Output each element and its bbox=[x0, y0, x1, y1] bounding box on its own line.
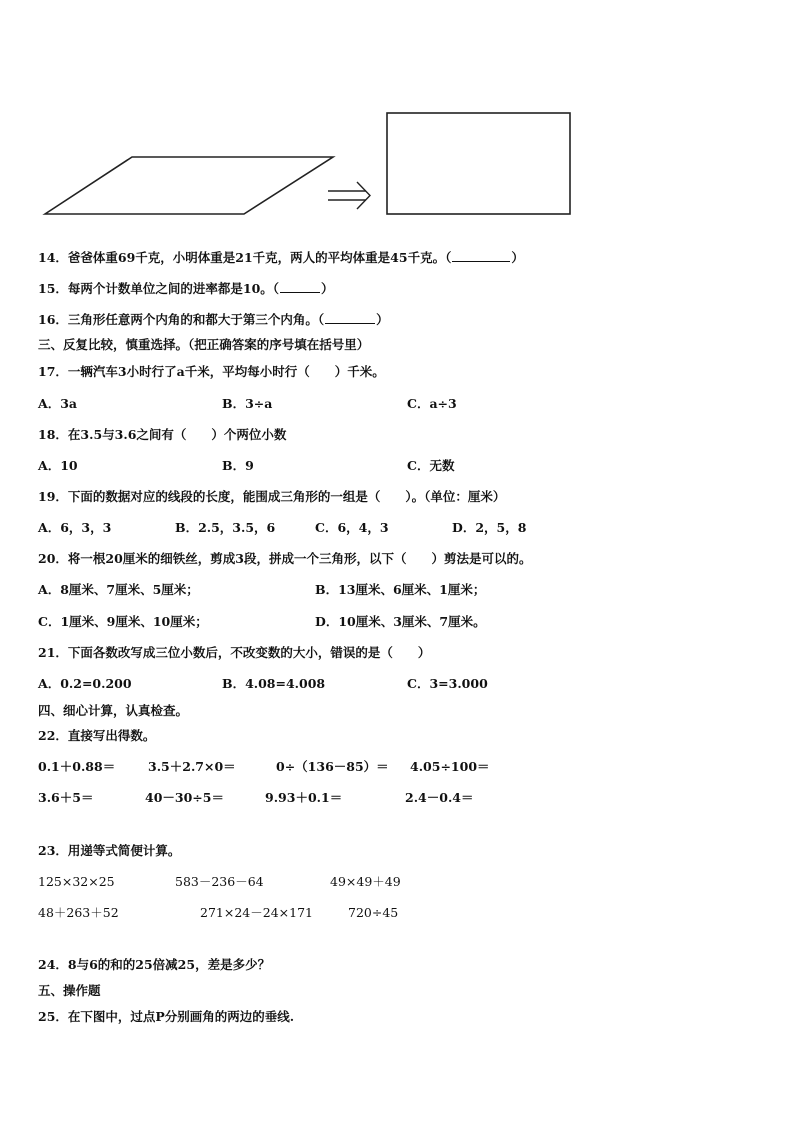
answer-blank[interactable] bbox=[452, 251, 510, 262]
option-a[interactable]: A．6，3，3 bbox=[38, 520, 112, 535]
question-22: 22．直接写出得数。 bbox=[38, 728, 156, 743]
option-c[interactable]: C．3=3.000 bbox=[407, 676, 488, 691]
option-b[interactable]: B．2.5，3.5，6 bbox=[175, 520, 276, 535]
section-5-heading: 五、操作题 bbox=[38, 983, 101, 998]
calc-item: 40－30÷5＝ bbox=[145, 790, 224, 805]
option-d[interactable]: D．10厘米、3厘米、7厘米。 bbox=[315, 614, 486, 629]
double-arrow-icon bbox=[328, 182, 370, 209]
question-24: 24．8与6的和的25倍减25，差是多少？ bbox=[38, 957, 271, 972]
question-21: 21．下面各数改写成三位小数后，不改变数的大小，错误的是（ ） bbox=[38, 645, 431, 660]
calc-item: 9.93＋0.1＝ bbox=[265, 790, 343, 805]
question-16 bbox=[38, 312, 389, 328]
option-c[interactable]: C．无数 bbox=[407, 458, 455, 473]
calc-item: 3.6＋5＝ bbox=[38, 790, 94, 805]
option-a[interactable]: A．10 bbox=[38, 458, 78, 473]
option-a[interactable]: A．3a bbox=[38, 396, 77, 411]
question-16-text: 16．三角形任意两个内角的和都大于第三个内角。（ bbox=[38, 312, 325, 327]
option-c[interactable]: C．1厘米、9厘米、10厘米； bbox=[38, 614, 208, 629]
option-b[interactable]: B．9 bbox=[222, 458, 254, 473]
calc-item: 4.05÷100＝ bbox=[410, 759, 490, 774]
question-18: 18．在3.5与3.6之间有（ ）个两位小数 bbox=[38, 427, 287, 442]
option-a[interactable]: A．0.2=0.200 bbox=[38, 676, 132, 691]
paren-close: ） bbox=[321, 281, 334, 296]
question-25: 25．在下图中，过点P分别画角的两边的垂线. bbox=[38, 1009, 295, 1024]
option-b[interactable]: B．3÷a bbox=[222, 396, 273, 411]
option-b[interactable]: B．4.08=4.008 bbox=[222, 676, 326, 691]
question-15 bbox=[38, 281, 334, 297]
calc-item: 720÷45 bbox=[348, 905, 399, 920]
question-23: 23．用递等式简便计算。 bbox=[38, 843, 181, 858]
section-4-heading: 四、细心计算，认真检查。 bbox=[38, 703, 189, 718]
calc-item: 583－236－64 bbox=[175, 874, 264, 889]
calc-item: 0÷（136－85）＝ bbox=[276, 759, 389, 774]
option-c[interactable]: C．a÷3 bbox=[407, 396, 457, 411]
calc-item: 3.5＋2.7×0＝ bbox=[148, 759, 236, 774]
question-15-text: 15．每两个计数单位之间的进率都是10。（ bbox=[38, 281, 280, 296]
answer-blank[interactable] bbox=[280, 282, 320, 293]
paren-close: ） bbox=[511, 250, 524, 265]
calc-item: 48＋263＋52 bbox=[38, 905, 119, 920]
rectangle-shape bbox=[387, 113, 570, 214]
question-17: 17．一辆汽车3小时行了a千米，平均每小时行（ ）千米。 bbox=[38, 364, 385, 379]
shape-transform-figure bbox=[0, 0, 794, 230]
calc-item: 0.1＋0.88＝ bbox=[38, 759, 116, 774]
question-20: 20．将一根20厘米的细铁丝，剪成3段，拼成一个三角形，以下（ ）剪法是可以的。 bbox=[38, 551, 532, 566]
question-19: 19．下面的数据对应的线段的长度，能围成三角形的一组是（ ）。（单位：厘米） bbox=[38, 489, 506, 504]
parallelogram-shape bbox=[45, 157, 333, 214]
calc-item: 49×49＋49 bbox=[330, 874, 401, 889]
section-3-heading: 三、反复比较，慎重选择。（把正确答案的序号填在括号里） bbox=[38, 337, 370, 352]
calc-item: 125×32×25 bbox=[38, 874, 115, 889]
question-14 bbox=[38, 250, 524, 266]
calc-item: 271×24－24×171 bbox=[200, 905, 313, 920]
answer-blank[interactable] bbox=[325, 313, 375, 324]
calc-item: 2.4－0.4＝ bbox=[405, 790, 474, 805]
paren-close: ） bbox=[376, 312, 389, 327]
option-d[interactable]: D．2，5，8 bbox=[452, 520, 527, 535]
question-14-text: 14．爸爸体重69千克，小明体重是21千克，两人的平均体重是45千克。（ bbox=[38, 250, 452, 265]
option-c[interactable]: C．6，4，3 bbox=[315, 520, 389, 535]
option-a[interactable]: A．8厘米、7厘米、5厘米； bbox=[38, 582, 199, 597]
option-b[interactable]: B．13厘米、6厘米、1厘米； bbox=[315, 582, 486, 597]
